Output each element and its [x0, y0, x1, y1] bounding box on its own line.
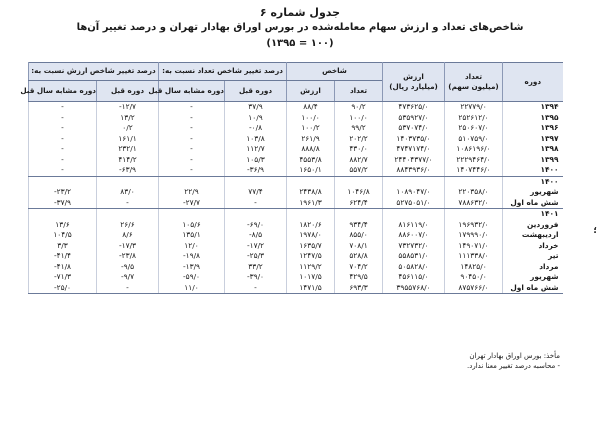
cell-value-change-same: [29, 209, 97, 220]
cell-count-change-prev: ۶۹/۰-: [225, 220, 287, 231]
cell-index-count: [335, 209, 383, 220]
cell-period: ۱۳۹۸: [503, 144, 563, 155]
cell-value: ۵۳۵۹۲۷/۰: [383, 113, 445, 124]
cell-index-value: ۸۸۸/۸: [287, 144, 335, 155]
cell-value: ۸۱۶۱۱۹/۰: [383, 220, 445, 231]
cell-count: ۷۸۸۶۳۲/۰: [445, 198, 503, 209]
cell-count-change-same: ۱۹/۸-: [159, 251, 225, 262]
header-count-change-group: درصد تغییر شاخص تعداد نسبت به:: [159, 63, 287, 81]
cell-index-value: [287, 176, 335, 187]
cell-index-value: ۱۰۰/۰: [287, 113, 335, 124]
cell-count: ۱۷۹۹۹۰/۰: [445, 230, 503, 241]
cell-period: شش ماه اول: [503, 198, 563, 209]
cell-index-count: ۸۵۵/۰: [335, 230, 383, 241]
cell-index-value: ۱۱۲۹/۲: [287, 262, 335, 273]
cell-count: ۹۰۴۵۰/۰: [445, 272, 503, 283]
cell-value: ۱۰۸۹۰۴۷/۰: [383, 187, 445, 198]
cell-value: ۵۲۷۵۰۵۱/۰: [383, 198, 445, 209]
cell-period: ۱۴۰۰: [503, 176, 563, 187]
cell-count-change-prev: ۳۷/۹: [225, 102, 287, 113]
table-base-year: (۱۰۰ = ۱۳۹۵): [266, 38, 334, 49]
cell-count: ۱۱۱۳۳۸/۰: [445, 251, 503, 262]
cell-period: ۱۴۰۰: [503, 165, 563, 176]
cell-value: ۷۳۲۷۳۲/۰: [383, 241, 445, 252]
cell-value-change-prev: ۲۶/۶: [97, 220, 159, 231]
table-row: [29, 102, 563, 113]
cell-index-count: ۱۰۴۶/۸: [335, 187, 383, 198]
cell-count-change-same: -: [159, 102, 225, 113]
cell-value: ۲۴۴۰۴۳۷۷/۰: [383, 155, 445, 166]
cell-count: ۲۵۰۶۰۷/۰: [445, 123, 503, 134]
table-row: [29, 123, 563, 134]
cell-count-change-prev: ۱۷/۲-: [225, 241, 287, 252]
cell-index-value: ۱۹۶۱/۳: [287, 198, 335, 209]
cell-value-change-same: -: [29, 134, 97, 145]
cell-count: ۲۵۲۶۱۲/۰: [445, 113, 503, 124]
header-count-label: تعداد: [464, 71, 483, 81]
cell-value-change-same: ۲۵/۰-: [29, 283, 97, 294]
cell-value-change-same: [29, 176, 97, 187]
cell-period: ۱۳۹۴: [503, 102, 563, 113]
table-row: [29, 134, 563, 145]
cell-period: شهریور: [503, 187, 563, 198]
cell-period: شش ماه اول: [503, 283, 563, 294]
cell-index-count: ۶۹۳/۳: [335, 283, 383, 294]
cell-count: ۵۱۰۷۵۹/۰: [445, 134, 503, 145]
header-value-prev: دوره قبل: [97, 81, 159, 102]
cell-value-change-prev: ۸۳/۰: [97, 187, 159, 198]
cell-count-change-prev: ۱۱۲/۷: [225, 144, 287, 155]
cell-count-change-same: ۲۷/۷-: [159, 198, 225, 209]
cell-value: ۸۸۴۳۹۳۶/۰: [383, 165, 445, 176]
cell-value: ۱۴۰۳۷۳۵/۰: [383, 134, 445, 145]
cell-value-change-same: -: [29, 102, 97, 113]
cell-value-change-prev: ۴۱۴/۲: [97, 155, 159, 166]
table-row: [29, 187, 563, 198]
cell-count: ۱۴۰۷۴۴۶/۰: [445, 165, 503, 176]
cell-count-change-prev: ۳۹/۰-: [225, 272, 287, 283]
cell-count: [445, 209, 503, 220]
cell-index-count: ۹۰/۲: [335, 102, 383, 113]
table-row: [29, 230, 563, 241]
header-period: دوره: [503, 63, 563, 102]
cell-period: مرداد: [503, 262, 563, 273]
cell-count-change-prev: ۲۵/۳-: [225, 251, 287, 262]
cell-count-change-same: ۱۱/۰: [159, 283, 225, 294]
cell-count-change-same: ۵۹/۰-: [159, 272, 225, 283]
cell-period: شهریور: [503, 272, 563, 283]
cell-index-count: ۵۵۷/۲: [335, 165, 383, 176]
cell-value: ۴۵۶۱۱۵/۰: [383, 272, 445, 283]
cell-index-value: ۱۶۵۰/۱: [287, 165, 335, 176]
header-count-unit: (میلیون سهم): [448, 82, 499, 91]
cell-count-change-same: ۱۲/۰: [159, 241, 225, 252]
cell-period: فروردین: [503, 220, 563, 231]
cell-index-count: ۶۲۴/۴: [335, 198, 383, 209]
cell-value-change-prev: ۶۳/۹-: [97, 165, 159, 176]
table-row: [29, 241, 563, 252]
cell-value-change-same: -: [29, 123, 97, 134]
cell-index-count: ۷۰۸/۱: [335, 241, 383, 252]
table-row: [29, 144, 563, 155]
cell-value: ۴۷۴۷۱۷۴/۰: [383, 144, 445, 155]
cell-value-change-prev: ۸/۶: [97, 230, 159, 241]
cell-value-change-same: ۳۷/۹-: [29, 198, 97, 209]
cell-count-change-same: -: [159, 134, 225, 145]
cell-value-change-same: ۴۱/۴-: [29, 251, 97, 262]
cell-period: اردیبهشت: [503, 230, 563, 241]
cell-index-value: ۲۴۳۸/۸: [287, 187, 335, 198]
cell-count: ۸۷۵۷۶۶/۰: [445, 283, 503, 294]
cell-count-change-prev: ۱۰۵/۳: [225, 155, 287, 166]
cell-index-count: ۵۲۸/۸: [335, 251, 383, 262]
cell-index-count: ۹۳۴/۴: [335, 220, 383, 231]
cell-period: ۱۳۹۷: [503, 134, 563, 145]
cell-count-change-same: [159, 176, 225, 187]
header-count: [445, 63, 503, 102]
cell-count: ۲۲۰۳۵۸/۰: [445, 187, 503, 198]
table-row: [29, 251, 563, 262]
cell-value: ۸۸۶۰۰۷/۰: [383, 230, 445, 241]
table-row: [29, 198, 563, 209]
cell-count: ۲۲۲۹۴۶۴/۰: [445, 155, 503, 166]
cell-value-change-prev: ۱۷/۳-: [97, 241, 159, 252]
cell-period: ۱۴۰۱: [503, 209, 563, 220]
cell-index-value: ۱۰۰/۲: [287, 123, 335, 134]
cell-value-change-same: ۴۱/۸-: [29, 262, 97, 273]
cell-value-change-prev: [97, 176, 159, 187]
cell-value-change-same: -: [29, 165, 97, 176]
cell-value: ۴۷۳۶۲۵/۰: [383, 102, 445, 113]
cell-index-value: ۱۰۱۷/۵: [287, 272, 335, 283]
header-value-change-group: درصد تغییر شاخص ارزش نسبت به:: [29, 63, 159, 81]
cell-index-count: [335, 176, 383, 187]
header-value-label: ارزش: [403, 71, 424, 81]
cell-value: ۵۳۷۰۷۴/۰: [383, 123, 445, 134]
cell-index-value: ۱۲۴۷/۵: [287, 251, 335, 262]
cell-count-change-same: -: [159, 113, 225, 124]
cell-index-count: ۸۸۲/۷: [335, 155, 383, 166]
cell-index-value: ۸۸/۴: [287, 102, 335, 113]
group-title-row: [29, 209, 563, 220]
cell-count-change-prev: ۱۰/۹: [225, 113, 287, 124]
cell-index-value: ۱۴۷۱/۵: [287, 283, 335, 294]
cell-value-change-same: ۷۱/۳-: [29, 272, 97, 283]
cell-count-change-same: -: [159, 123, 225, 134]
group-title-row: [29, 176, 563, 187]
cell-count: [445, 176, 503, 187]
cell-value-change-prev: ۲۳/۸-: [97, 251, 159, 262]
table-notes: [260, 351, 560, 371]
cell-count-change-same: ۲۲/۹: [159, 187, 225, 198]
table-row: [29, 165, 563, 176]
cell-count-change-same: [159, 209, 225, 220]
cell-count: ۲۲۷۷۹/۰: [445, 102, 503, 113]
cell-count-change-prev: ۸/۵-: [225, 230, 287, 241]
header-count-same: دوره مشابه سال قبل: [159, 81, 225, 102]
header-index: شاخص: [287, 63, 383, 81]
cell-count-change-prev: -: [225, 283, 287, 294]
cell-value: ۵۰۵۸۲۸/۰: [383, 262, 445, 273]
cell-index-value: ۲۶۱/۹: [287, 134, 335, 145]
cell-value-change-prev: -: [97, 198, 159, 209]
cell-period: تیر: [503, 251, 563, 262]
table-row: [29, 113, 563, 124]
table-row: [29, 220, 563, 231]
header-value: [383, 63, 445, 102]
cell-count-change-prev: ۳۳/۲: [225, 262, 287, 273]
cell-count: ۱۴۸۲۵/۰: [445, 262, 503, 273]
cell-index-count: ۴۲۹/۵: [335, 272, 383, 283]
cell-value-change-same: -: [29, 144, 97, 155]
cell-index-count: ۲۰۲/۲: [335, 134, 383, 145]
table-row: [29, 272, 563, 283]
header-value-same: دوره مشابه سال قبل: [29, 81, 97, 102]
footnote: - محاسبه درصد تغییر معنا ندارد.: [467, 362, 560, 370]
cell-count-change-same: -: [159, 155, 225, 166]
cell-count-change-prev: ۷۷/۴: [225, 187, 287, 198]
cell-value-change-prev: [97, 209, 159, 220]
cell-index-value: ۴۵۵۳/۸: [287, 155, 335, 166]
table-title: شاخص‌های تعداد و ارزش سهام معامله‌شده در بورس اوراق بهادار تهران و درصد تغییر آن‌ها: [76, 22, 524, 33]
cell-value-change-prev: ۹/۵-: [97, 262, 159, 273]
cell-value-change-same: ۱۰۴/۵: [29, 230, 97, 241]
source-note: مأخذ: بورس اوراق بهادار تهران: [469, 352, 560, 360]
cell-value-change-same: ۳/۳: [29, 241, 97, 252]
cell-count: ۱۴۹۰۷۱/۰: [445, 241, 503, 252]
index-table: [20, 62, 563, 294]
cell-period: ۱۳۹۶: [503, 123, 563, 134]
cell-value-change-same: -: [29, 113, 97, 124]
cell-index-value: ۱۸۲۰/۶: [287, 220, 335, 231]
cell-value: [383, 176, 445, 187]
cell-count-change-prev: [225, 209, 287, 220]
table-row: [29, 262, 563, 273]
cell-count-change-same: ۱۳/۹-: [159, 262, 225, 273]
cell-count-change-prev: ۱۰۳/۸: [225, 134, 287, 145]
cell-count-change-prev: ۰/۸-: [225, 123, 287, 134]
cell-value-change-prev: ۱۶۱/۱: [97, 134, 159, 145]
cell-count-change-same: ۱۳۵/۱: [159, 230, 225, 241]
header-index-value: ارزش: [287, 81, 335, 102]
cell-value-change-prev: -: [97, 283, 159, 294]
cell-period: ۱۳۹۵: [503, 113, 563, 124]
cell-value: ۵۵۸۵۳۱/۰: [383, 251, 445, 262]
cell-count-change-prev: [225, 176, 287, 187]
cell-value-change-prev: ۰/۲: [97, 123, 159, 134]
cell-count-change-same: -: [159, 165, 225, 176]
cell-value: [383, 209, 445, 220]
cell-count-change-prev: -: [225, 198, 287, 209]
cell-value-change-prev: ۲۳۲/۱: [97, 144, 159, 155]
cell-index-count: ۱۰۰/۰: [335, 113, 383, 124]
header-index-count: تعداد: [335, 81, 383, 102]
cell-value-change-prev: ۱۳/۲: [97, 113, 159, 124]
cell-period: خرداد: [503, 241, 563, 252]
cell-index-value: ۱۶۳۵/۷: [287, 241, 335, 252]
cell-index-count: ۹۹/۲: [335, 123, 383, 134]
cell-value-change-prev: ۹/۷-: [97, 272, 159, 283]
cell-index-value: [287, 209, 335, 220]
cell-index-value: ۱۹۷۸/۰: [287, 230, 335, 241]
cell-count-change-prev: ۳۶/۹-: [225, 165, 287, 176]
table-number: جدول شماره ۶: [259, 6, 341, 19]
cell-period: ۱۳۹۹: [503, 155, 563, 166]
table-row: [29, 283, 563, 294]
cell-value: ۳۹۵۵۷۶۸/۰: [383, 283, 445, 294]
cell-count: ۱۹۶۹۳۲/۰: [445, 220, 503, 231]
cell-index-count: ۴۳۰/۰: [335, 144, 383, 155]
cell-index-count: ۷۰۴/۲: [335, 262, 383, 273]
header-value-unit: (میلیارد ریال): [389, 82, 438, 91]
table-row: [29, 155, 563, 166]
cell-value-change-same: ۱۳/۶: [29, 220, 97, 231]
table-body: [29, 102, 563, 294]
cell-value-change-prev: ۱۲/۷-: [97, 102, 159, 113]
cell-count-change-same: -: [159, 144, 225, 155]
cell-value-change-same: -: [29, 155, 97, 166]
cell-value-change-same: ۲۳/۲-: [29, 187, 97, 198]
header-count-prev: دوره قبل: [225, 81, 287, 102]
cell-count: ۱۰۸۶۱۹۶/۰: [445, 144, 503, 155]
side-mark: ؛: [593, 226, 597, 236]
cell-count-change-same: ۱۰۵/۶: [159, 220, 225, 231]
